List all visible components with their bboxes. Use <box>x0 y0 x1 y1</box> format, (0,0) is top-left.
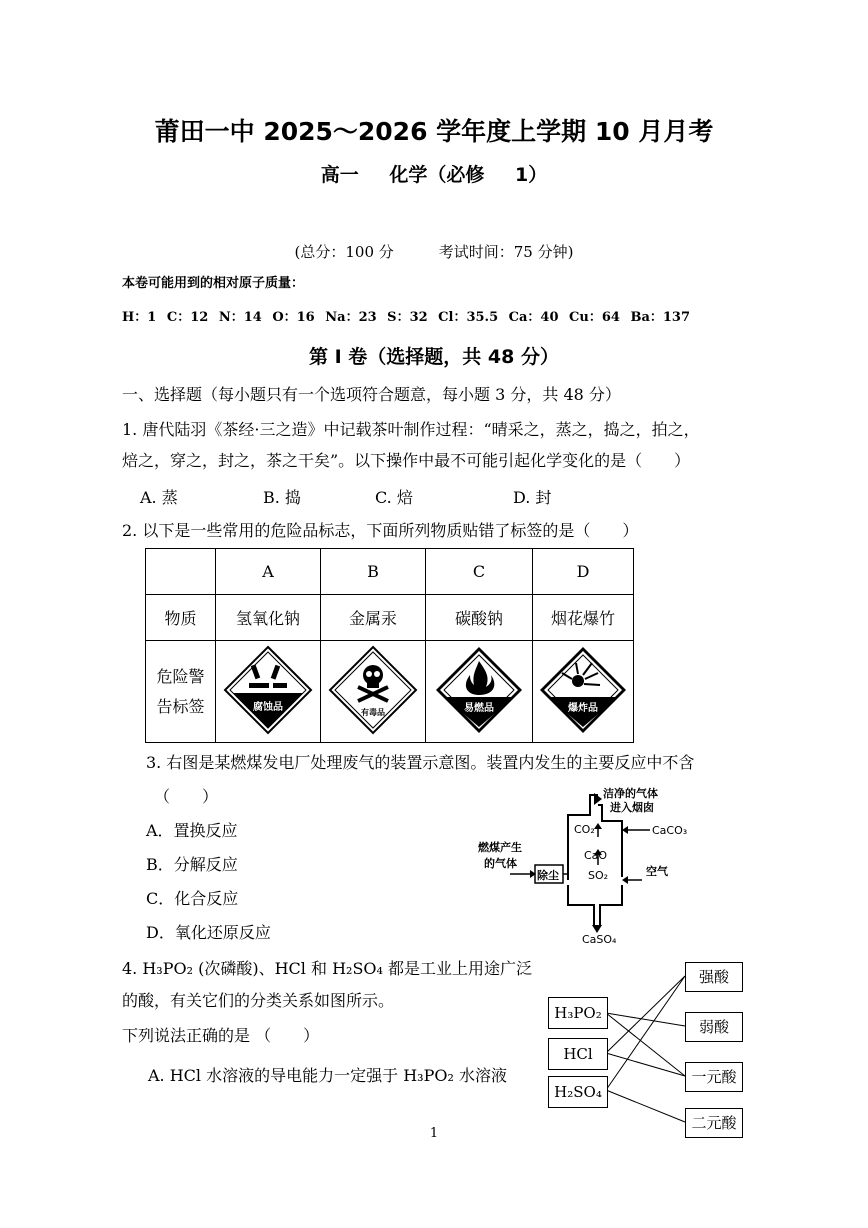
skull-icon <box>328 645 418 735</box>
acid-box-h2so4: H₂SO₄ <box>548 1076 608 1108</box>
q4-line3: 下列说法正确的是 （ ） <box>122 1026 320 1045</box>
category-strong-acid: 强酸 <box>685 962 743 992</box>
section-instruction: 一、选择题（每小题只有一个选项符合题意，每小题 3 分，共 48 分） <box>122 385 621 404</box>
substance-c: 碳酸钠 <box>426 595 533 641</box>
table-header-a: A <box>216 549 321 595</box>
table-header-d: D <box>533 549 634 595</box>
diagram-caco3: CaCO₃ <box>652 824 688 837</box>
q3-option-b: B．分解反应 <box>146 855 238 874</box>
acid-box-h3po2: H₃PO₂ <box>548 997 608 1029</box>
diagram-dust-removal: 除尘 <box>537 869 559 882</box>
substance-row-label: 物质 <box>146 595 216 641</box>
toxic-sign <box>321 641 426 743</box>
q3-option-d: D．氧化还原反应 <box>146 923 271 942</box>
q1-option-b: B. 捣 <box>263 488 301 507</box>
q3-option-c: C．化合反应 <box>146 889 239 908</box>
flammable-sign-label: 易燃品 <box>464 702 494 714</box>
explosion-icon <box>538 645 628 735</box>
corrosive-icon <box>223 645 313 735</box>
q1-option-d: D. 封 <box>513 488 552 507</box>
acid-box-hcl: HCl <box>548 1038 608 1070</box>
table-header-b: B <box>321 549 426 595</box>
section-title: 第 I 卷（选择题，共 48 分） <box>309 346 559 368</box>
exam-subtitle: 高一 化学（必修 1） <box>320 164 548 186</box>
diagram-so2: SO₂ <box>588 869 609 882</box>
diagram-clean-gas-1: 洁净的气体 <box>603 787 658 800</box>
q4-line2: 的酸，有关它们的分类关系如图所示。 <box>122 991 395 1010</box>
category-monoprotic-acid: 一元酸 <box>685 1062 743 1092</box>
diagram-clean-gas-2: 进入烟囱 <box>610 801 654 814</box>
atomic-mass-list: H：1 C：12 N：14 O：16 Na：23 S：32 Cl：35.5 Ca：40 Cu：64 Ba：137 <box>122 310 691 325</box>
exam-info: (总分：100 分 考试时间：75 分钟) <box>294 243 574 261</box>
q1-option-a: A. 蒸 <box>140 488 178 507</box>
q3-line1: 3. 右图是某燃煤发电厂处理废气的装置示意图。装置内发生的主要反应中不含 <box>146 753 695 772</box>
diagram-flue-gas-1: 燃煤产生 <box>478 841 522 854</box>
category-diprotic-acid: 二元酸 <box>685 1108 743 1138</box>
explosive-sign <box>533 641 634 743</box>
diagram-flue-gas-2: 的气体 <box>484 857 517 870</box>
substance-a: 氢氧化钠 <box>216 595 321 641</box>
corrosive-sign-label: 腐蚀品 <box>253 701 283 713</box>
atomic-mass-note: 本卷可能用到的相对原子质量： <box>122 276 305 291</box>
flame-icon <box>434 645 524 735</box>
substance-b: 金属汞 <box>321 595 426 641</box>
diagram-caso4: CaSO₄ <box>582 933 617 946</box>
exam-title: 莆田一中 2025～2026 学年度上学期 10 月月考 <box>154 117 714 146</box>
hazard-table <box>145 548 634 743</box>
table-header-empty <box>146 549 216 595</box>
diagram-co2: CO₂ <box>574 823 595 836</box>
q4-option-a: A. HCl 水溶液的导电能力一定强于 H₃PO₂ 水溶液 <box>148 1066 507 1085</box>
toxic-sign-label: 有毒品 <box>361 707 385 717</box>
q3-line2: （ ） <box>154 787 219 806</box>
q2-text: 2. 以下是一些常用的危险品标志，下面所列物质贴错了标签的是（ ） <box>122 521 639 540</box>
q4-line1: 4. H₃PO₂ (次磷酸)、HCl 和 H₂SO₄ 都是工业上用途广泛 <box>122 959 533 978</box>
page-number: 1 <box>429 1126 439 1141</box>
flammable-sign <box>426 641 533 743</box>
q1-option-c: C. 焙 <box>375 488 413 507</box>
explosive-sign-label: 爆炸品 <box>568 702 598 714</box>
corrosive-sign <box>216 641 321 743</box>
category-weak-acid: 弱酸 <box>685 1012 743 1042</box>
q3-option-a: A．置换反应 <box>146 821 238 840</box>
flue-gas-diagram <box>470 785 700 950</box>
substance-d: 烟花爆竹 <box>533 595 634 641</box>
diagram-air: 空气 <box>646 865 668 878</box>
table-header-c: C <box>426 549 533 595</box>
label-row-label: 危险警 告标签 <box>146 641 216 743</box>
q1-line1: 1. 唐代陆羽《茶经·三之造》中记载茶叶制作过程：“晴采之，蒸之，捣之，拍之， <box>122 420 700 439</box>
diagram-cao: CaO <box>584 849 608 862</box>
q1-line2: 焙之，穿之，封之，茶之干矣”。以下操作中最不可能引起化学变化的是（ ） <box>122 451 691 470</box>
